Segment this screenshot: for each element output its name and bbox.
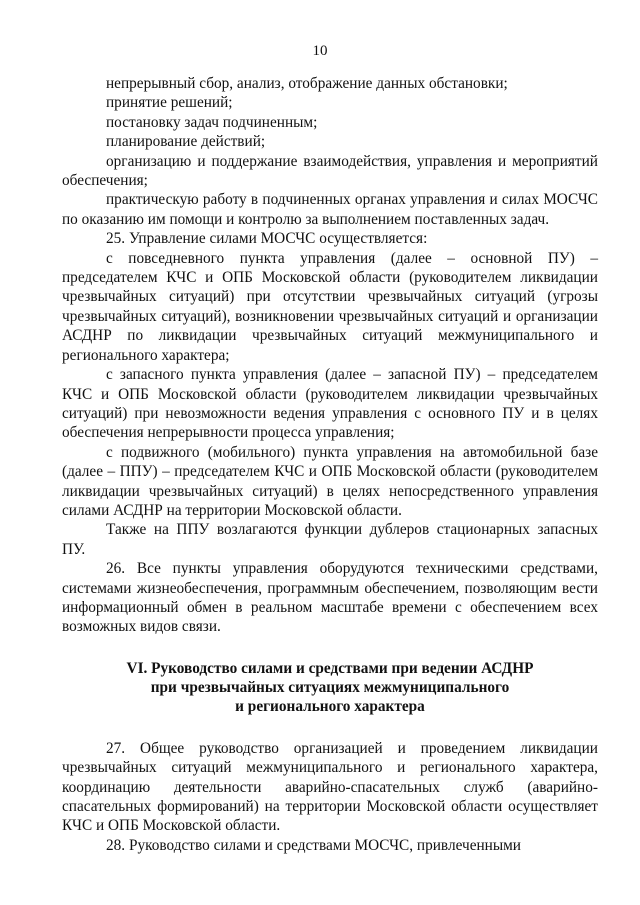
paragraph: 26. Все пункты управления оборудуются техническими средствами, системами жизнеобеспечения, программным обеспечением, позволяющим вести информационный обмен в реальном масштабе времени с обеспечением всех возможных видов связи. — [62, 560, 598, 636]
paragraph: постановку задач подчиненным; — [106, 113, 318, 131]
section-heading-line: и регионального характера — [235, 697, 425, 715]
document-body — [62, 74, 598, 855]
section-heading — [62, 659, 598, 716]
paragraph: с подвижного (мобильного) пункта управления на автомобильной базе (далее – ППУ) – председателем КЧС и ОПБ Московской области (руководителем ликвидации чрезвычайных ситуаций) в целях непосредственного управления силами АСДНР на территории Московской области. — [62, 443, 598, 519]
paragraph: Также на ППУ возлагаются функции дублеров стационарных запасных ПУ. — [62, 521, 598, 558]
paragraph: принятие решений; — [106, 94, 233, 112]
paragraph: практическую работу в подчиненных органах управления и силах МОСЧС по оказанию им помощи и контролю за выполнением поставленных задач. — [62, 191, 598, 228]
section-heading-line: VI. Руководство силами и средствами при ведении АСДНР — [126, 659, 534, 677]
paragraph: планирование действий; — [106, 133, 266, 151]
paragraph: с повседневного пункта управления (далее – основной ПУ) – председателем КЧС и ОПБ Московской области (руководителем ликвидации чрезвычайных ситуаций) при отсутствии чрезвычайных ситуаций (угрозы чрезвычайных ситуаций), возникновении чрезвычайных ситуаций и организации АСДНР по ликвидации чрезвычайных ситуаций межмуниципального и регионального характера; — [62, 249, 598, 364]
paragraph: с запасного пункта управления (далее – запасной ПУ) – председателем КЧС и ОПБ Московской области (руководителем ликвидации чрезвычайных ситуаций) при невозможности ведения управления с основного ПУ и в целях обеспечения непрерывности процесса управления; — [62, 366, 598, 442]
page-number: 10 — [312, 43, 328, 59]
section-heading-line: при чрезвычайных ситуациях межмуниципального — [150, 678, 510, 696]
paragraph: организацию и поддержание взаимодействия, управления и мероприятий обеспечения; — [62, 152, 598, 190]
paragraph: 25. Управление силами МОСЧС осуществляется: — [106, 230, 428, 248]
paragraph: непрерывный сбор, анализ, отображение данных обстановки; — [106, 75, 508, 92]
paragraph: 27. Общее руководство организацией и проведением ликвидации чрезвычайных ситуаций межмуниципального и регионального характера, координацию деятельности аварийно-спасательных служб (аварийно-спасательных формирований) на территории Московской области осуществляет КЧС и ОПБ Московской области. — [62, 739, 598, 835]
paragraph: 28. Руководство силами и средствами МОСЧС, привлеченными — [106, 836, 521, 854]
